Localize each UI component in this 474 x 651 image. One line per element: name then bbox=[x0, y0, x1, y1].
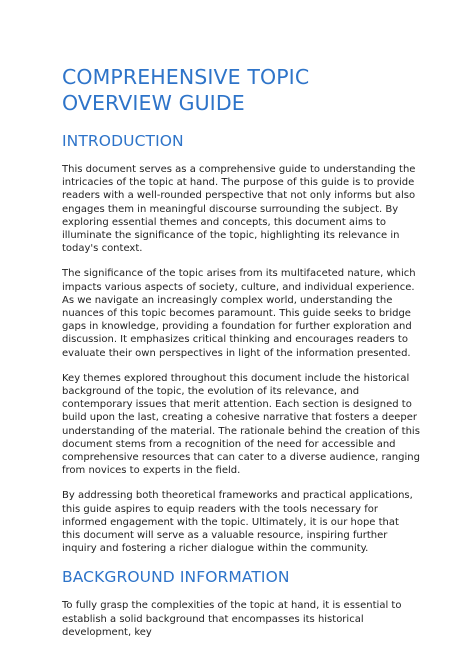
document-title: COMPREHENSIVE TOPIC OVERVIEW GUIDE bbox=[62, 65, 310, 115]
paragraph: By addressing both theoretical frameworks and practical applications, this guide aspires to equip readers with the tools necessary for informed engagement with the topic. Ultimately, it is our hope that this document will serve as a valuable resource, inspiring further inquiry and fostering a richer dialogue within the community. bbox=[62, 490, 413, 555]
document-page bbox=[62, 64, 420, 651]
paragraph: To fully grasp the complexities of the topic at hand, it is essential to establish a solid background that encompasses its historical development, key bbox=[62, 600, 402, 638]
section-background-information bbox=[62, 567, 420, 639]
paragraph: This document serves as a comprehensive guide to understanding the intricacies of the topic at hand. The purpose of this guide is to provide readers with a well-rounded perspective that not only informs but also engages them in meaningful discourse surrounding the subject. By exploring essential themes and concepts, this document aims to illuminate the significance of the topic, highlighting its relevance in today's context. bbox=[62, 164, 416, 255]
section-heading: INTRODUCTION bbox=[62, 132, 184, 150]
paragraph: Key themes explored throughout this document include the historical background of the topic, the evolution of its relevance, and contemporary issues that merit attention. Each section is designed to build upon the last, creating a cohesive narrative that fosters a deeper understanding of the material. The rationale behind the creation of this document stems from a recognition of the need for accessible and comprehensive resources that can cater to a diverse audience, ranging from novices to experts in the field. bbox=[62, 372, 420, 477]
section-introduction bbox=[62, 131, 420, 555]
section-heading: BACKGROUND INFORMATION bbox=[62, 568, 290, 587]
paragraph: The significance of the topic arises from its multifaceted nature, which impacts various aspects of society, culture, and individual experience. As we navigate an increasingly complex world, understanding the nuances of this topic becomes paramount. This guide seeks to bridge gaps in knowledge, providing a foundation for further exploration and discussion. It emphasizes critical thinking and encourages readers to evaluate their own perspectives in light of the information presented. bbox=[62, 268, 416, 359]
